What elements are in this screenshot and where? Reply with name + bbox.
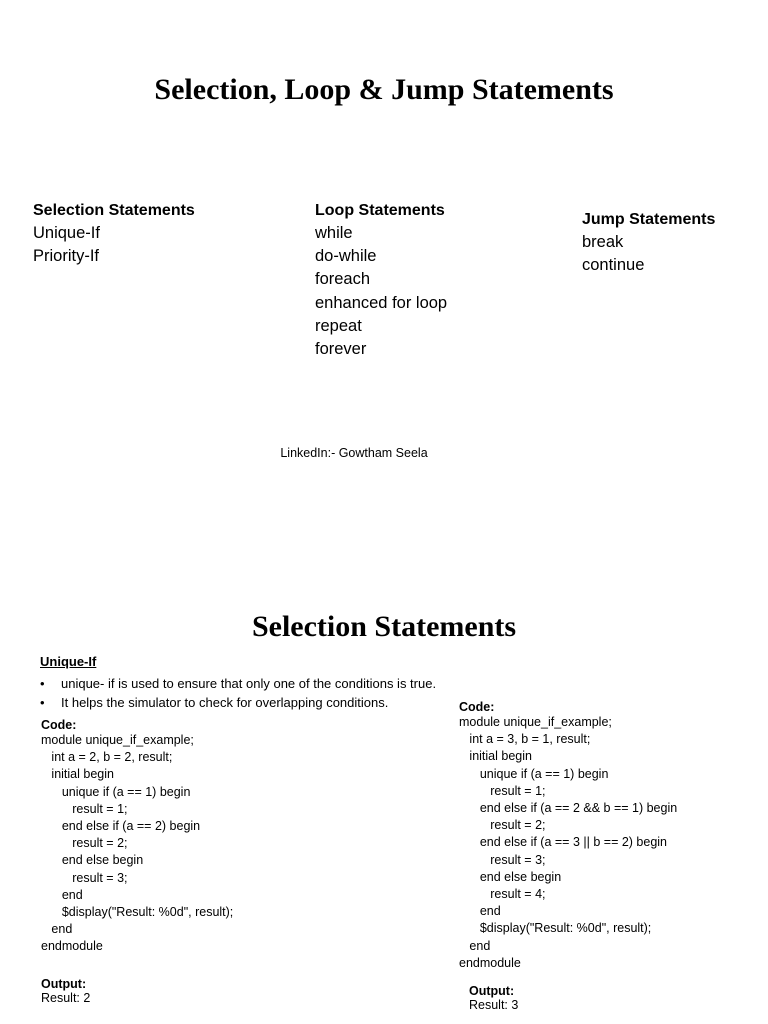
code-line: end else begin xyxy=(459,869,562,884)
left-output-block xyxy=(41,977,90,1005)
loop-item: while xyxy=(315,224,353,242)
loop-item: forever xyxy=(315,340,367,359)
code-line: end else if (a == 2) begin xyxy=(41,819,201,834)
code-line: result = 3; xyxy=(459,852,546,867)
slide-title: Selection, Loop & Jump Statements xyxy=(154,73,614,106)
code-line: int a = 2, b = 2, result; xyxy=(41,750,173,765)
code-line: result = 1; xyxy=(41,801,128,816)
code-line: end xyxy=(459,904,501,919)
bullet-item xyxy=(40,674,436,693)
bullet-text: It helps the simulator to check for overlapping conditions. xyxy=(61,695,389,710)
jump-item: break xyxy=(582,233,624,251)
code-line: end else begin xyxy=(41,853,144,868)
loop-column xyxy=(315,199,447,361)
left-code-lines xyxy=(41,732,233,956)
left-code-block xyxy=(41,718,233,956)
code-line: initial begin xyxy=(459,749,532,764)
section-title: Selection Statements xyxy=(251,610,517,643)
code-line: result = 4; xyxy=(459,887,546,902)
output-label: Output: xyxy=(469,984,515,998)
code-line: result = 1; xyxy=(459,783,546,798)
code-label: Code: xyxy=(459,700,495,714)
selection-column xyxy=(33,199,195,268)
output-value: Result: 2 xyxy=(41,991,91,1005)
code-line: end else if (a == 2 && b == 1) begin xyxy=(459,801,678,816)
code-line: end xyxy=(41,922,73,937)
selection-heading: Selection Statements xyxy=(33,202,195,219)
bullet-list xyxy=(40,674,436,712)
selection-item: Priority-If xyxy=(33,247,99,266)
bullet-icon: • xyxy=(40,676,45,691)
code-line: $display("Result: %0d", result); xyxy=(459,921,652,936)
loop-item: foreach xyxy=(315,270,371,289)
code-line: result = 2; xyxy=(459,818,546,833)
unique-if-heading: Unique-If xyxy=(40,654,97,669)
code-line: unique if (a == 1) begin xyxy=(459,766,609,781)
code-line: module unique_if_example; xyxy=(459,715,612,729)
right-code-lines xyxy=(459,714,677,972)
code-line: end xyxy=(459,938,491,953)
code-line: module unique_if_example; xyxy=(41,733,194,747)
code-line: result = 3; xyxy=(41,870,128,885)
code-line: endmodule xyxy=(41,939,103,954)
jump-item: continue xyxy=(582,256,645,275)
bullet-text: unique- if is used to ensure that only one of the conditions is true. xyxy=(61,676,437,691)
right-code-block xyxy=(459,700,677,972)
code-label: Code: xyxy=(41,718,77,732)
bullet-item xyxy=(40,693,436,712)
jump-heading: Jump Statements xyxy=(582,211,716,228)
loop-item: repeat xyxy=(315,316,362,335)
linkedin-credit: LinkedIn:- Gowtham Seela xyxy=(280,446,428,460)
output-value: Result: 3 xyxy=(469,998,519,1012)
code-line: result = 2; xyxy=(41,836,128,851)
code-line: end xyxy=(41,887,83,902)
code-line: end else if (a == 3 || b == 2) begin xyxy=(459,835,668,850)
bullet-icon: • xyxy=(40,695,45,710)
output-label: Output: xyxy=(41,977,87,991)
code-line: initial begin xyxy=(41,767,114,782)
selection-item: Unique-If xyxy=(33,224,100,242)
code-line: $display("Result: %0d", result); xyxy=(41,905,234,920)
right-output-block xyxy=(469,984,518,1012)
code-line: int a = 3, b = 1, result; xyxy=(459,732,591,747)
code-line: unique if (a == 1) begin xyxy=(41,784,191,799)
loop-item: enhanced for loop xyxy=(315,293,448,312)
loop-heading: Loop Statements xyxy=(315,202,445,219)
jump-column xyxy=(582,208,715,277)
code-line: endmodule xyxy=(459,955,521,970)
loop-item: do-while xyxy=(315,247,377,266)
